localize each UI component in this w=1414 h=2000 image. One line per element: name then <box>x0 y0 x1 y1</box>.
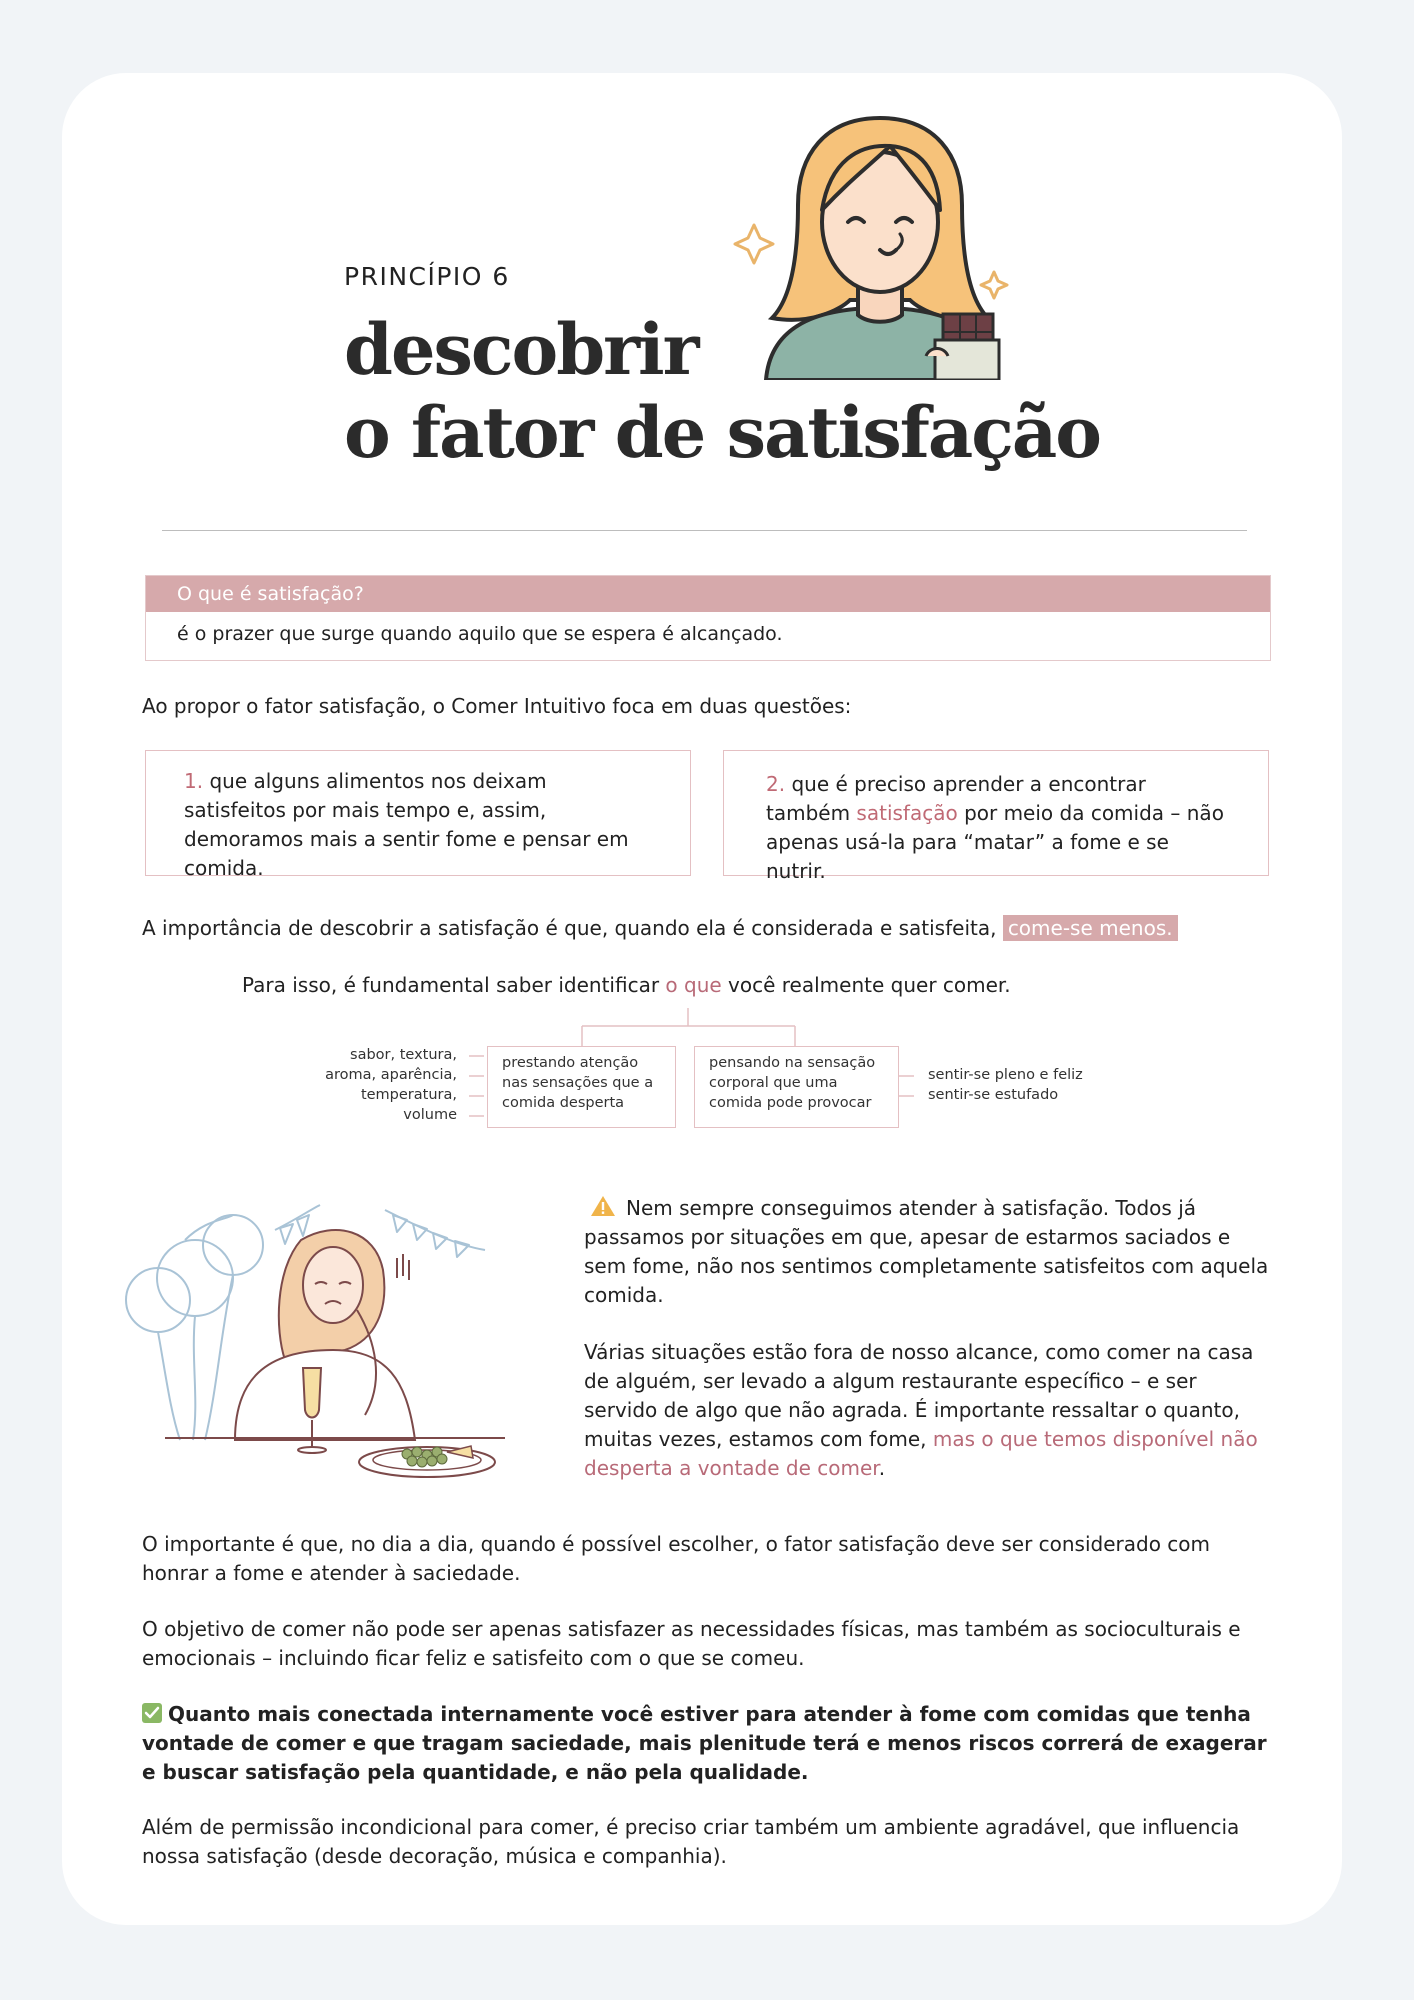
diagram-box-body-sensation: pensando na sensação corporal que uma comida pode provocar <box>694 1046 899 1128</box>
diagram-box-attention: prestando atenção nas sensações que a comida desperta <box>487 1046 676 1128</box>
situations-text-end: . <box>878 1456 886 1480</box>
question-1-number: 1. <box>184 769 204 793</box>
sensation-item: aroma, aparência, <box>325 1067 457 1083</box>
body-feeling-list <box>928 1065 1083 1105</box>
body-paragraph-4: Além de permissão incondicional para comer, é preciso criar também um ambiente agradável, que influencia nossa satisfação (desde decoração, música e companhia). <box>142 1815 1240 1868</box>
situations-highlight: mas o que temos disponível não desperta a vontade de comer <box>584 1427 1258 1480</box>
question-2-highlight: satisfação <box>856 801 958 825</box>
body-paragraph-1: O importante é que, no dia a dia, quando é possível escolher, o fator satisfação deve ser considerado com honrar a fome e atender à saciedade. <box>142 1532 1211 1585</box>
sensation-item: volume <box>403 1107 457 1123</box>
definition-answer: é o prazer que surge quando aquilo que se espera é alcançado. <box>177 623 783 645</box>
question-1-text: que alguns alimentos nos deixam satisfeitos por mais tempo e, assim, demoramos mais a sentir fome e pensar em comida. <box>184 769 629 880</box>
page-title-line2: o fator de satisfação <box>344 391 1100 474</box>
sensation-item: sabor, textura, <box>350 1047 457 1063</box>
identify-highlight: o que <box>665 973 722 997</box>
sensation-item: temperatura, <box>360 1087 457 1103</box>
check-icon <box>142 1703 162 1723</box>
sensation-list <box>300 1045 457 1125</box>
body-feeling-item: sentir-se pleno e feliz <box>928 1067 1083 1083</box>
question-2-number: 2. <box>766 772 786 796</box>
identify-pre: Para isso, é fundamental saber identificar <box>242 973 660 997</box>
situations-text: Várias situações estão fora de nosso alcance, como comer na casa de alguém, ser levado a algum restaurante específico – e ser servido de algo que não agrada. É importante ressaltar o quanto, muitas vezes, estamos com fome, <box>584 1340 1254 1451</box>
page-title-line1: descobrir <box>344 308 698 391</box>
warning-icon <box>590 1195 616 1217</box>
warning-text-1: Nem sempre conseguimos atender à satisfação. Todos já passamos por situações em que, apesar de estarmos saciados e sem fome, não nos sentimos completamente satisfeitos com aquela comida. <box>584 1196 1269 1307</box>
check-paragraph-text: Quanto mais conectada internamente você estiver para atender à fome com comidas que tenha vontade de comer e que tragam saciedade, mais plenitude terá e menos riscos correrá de exagerar e buscar satisfação pela quantidade, e não pela qualidade. <box>142 1702 1267 1784</box>
sad-party-illustration <box>125 1200 525 1490</box>
body-paragraph-3 <box>142 1700 1282 1787</box>
warning-paragraph <box>584 1194 1274 1310</box>
intro-text: Ao propor o fator satisfação, o Comer Intuitivo foca em duas questões: <box>142 694 852 718</box>
question-2-text-pre: que é preciso aprender a encontrar também <box>766 772 1146 825</box>
question-2-text-post: por meio da comida – não apenas usá-la para “matar” a fome e se nutrir. <box>766 801 1224 883</box>
situations-paragraph <box>584 1338 1274 1483</box>
principle-label: PRINCÍPIO 6 <box>344 262 510 291</box>
identify-post: você realmente quer comer. <box>728 973 1011 997</box>
definition-question: O que é satisfação? <box>146 576 1270 612</box>
body-feeling-item: sentir-se estufado <box>928 1087 1059 1103</box>
importance-highlight: come-se menos. <box>1003 915 1178 941</box>
body-paragraph-2: O objetivo de comer não pode ser apenas satisfazer as necessidades físicas, mas também as socioculturais e emocionais – incluindo ficar feliz e satisfeito com o que se comeu. <box>142 1617 1241 1670</box>
importance-main: A importância de descobrir a satisfação é que, quando ela é considerada e satisfeita, <box>142 916 997 940</box>
